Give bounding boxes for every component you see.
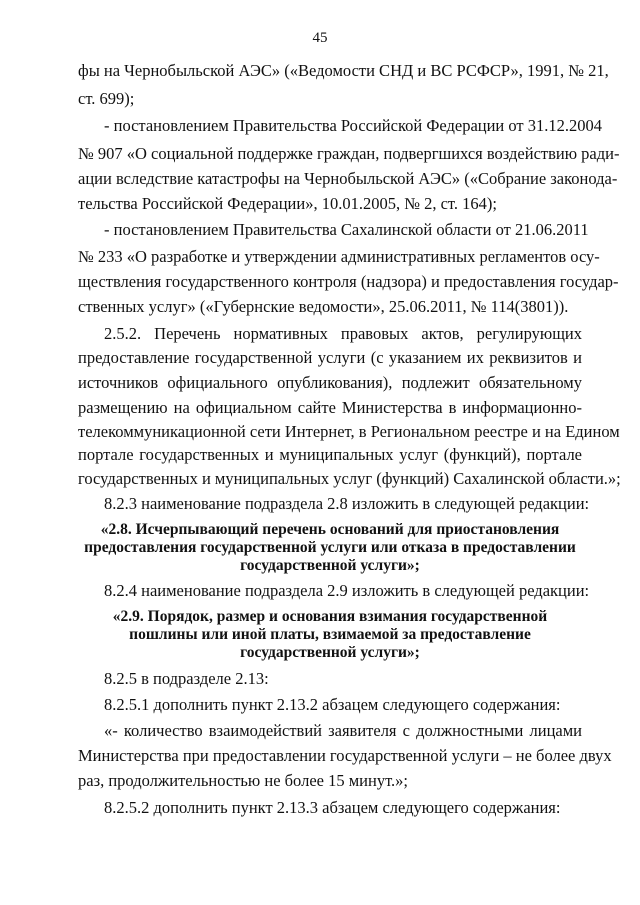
text-line: портале государственных и муниципальных услуг (функций), портале [78, 445, 582, 464]
text-line: - постановлением Правительства Сахалинской области от 21.06.2011 [104, 220, 589, 239]
section-heading-line: предоставления государственной услуги или отказа в предоставлении [84, 539, 576, 556]
text-line: ществления государственного контроля (надзора) и предоставления государ- [78, 272, 619, 291]
section-heading-line: «2.8. Исчерпывающий перечень оснований для приостановления [100, 521, 560, 538]
text-line: 8.2.4 наименование подраздела 2.9 изложить в следующей редакции: [104, 581, 590, 600]
text-line: 8.2.5.1 дополнить пункт 2.13.2 абзацем следующего содержания: [104, 695, 561, 714]
text-line: № 233 «О разработке и утверждении административных регламентов осу- [78, 247, 600, 266]
text-line: Министерства при предоставлении государственной услуги – не более двух [78, 746, 612, 765]
section-heading-line: пошлины или иной платы, взимаемой за предоставление [129, 626, 531, 643]
text-line: тельства Российской Федерации», 10.01.2005, № 2, ст. 164); [78, 194, 497, 213]
section-heading-line: государственной услуги»; [240, 644, 420, 661]
section-heading-line: «2.9. Порядок, размер и основания взимания государственной [112, 608, 548, 625]
text-line: раз, продолжительностью не более 15 минут.»; [78, 771, 408, 790]
text-line: № 907 «О социальной поддержке граждан, подвергшихся воздействию ради- [78, 144, 620, 163]
text-line: 8.2.3 наименование подраздела 2.8 изложить в следующей редакции: [104, 494, 590, 513]
text-line: 2.5.2. Перечень нормативных правовых актов, регулирующих [104, 324, 582, 343]
text-line: 8.2.5 в подразделе 2.13: [104, 669, 269, 688]
text-line: источников официального опубликования), подлежит обязательному [78, 373, 582, 392]
page-number: 45 [312, 30, 328, 46]
section-heading-line: государственной услуги»; [240, 557, 420, 574]
text-line: ст. 699); [78, 89, 135, 108]
text-line: ственных услуг» («Губернские ведомости», 25.06.2011, № 114(3801)). [78, 297, 569, 316]
text-line: - постановлением Правительства Российской Федерации от 31.12.2004 [104, 116, 602, 135]
text-line: «- количество взаимодействий заявителя с должностными лицами [104, 721, 582, 740]
text-line: ации вследствие катастрофы на Чернобыльской АЭС» («Собрание законода- [78, 169, 618, 188]
text-line: 8.2.5.2 дополнить пункт 2.13.3 абзацем следующего содержания: [104, 798, 561, 817]
text-line: государственных и муниципальных услуг (функций) Сахалинской области.»; [78, 469, 621, 488]
text-line: предоставление государственной услуги (с указанием их реквизитов и [78, 348, 582, 367]
text-line: фы на Чернобыльской АЭС» («Ведомости СНД и ВС РСФСР», 1991, № 21, [78, 61, 609, 80]
text-line: телекоммуникационной сети Интернет, в Региональном реестре и на Едином [78, 422, 620, 441]
text-line: размещению на официальном сайте Министерства в информационно- [78, 398, 582, 417]
